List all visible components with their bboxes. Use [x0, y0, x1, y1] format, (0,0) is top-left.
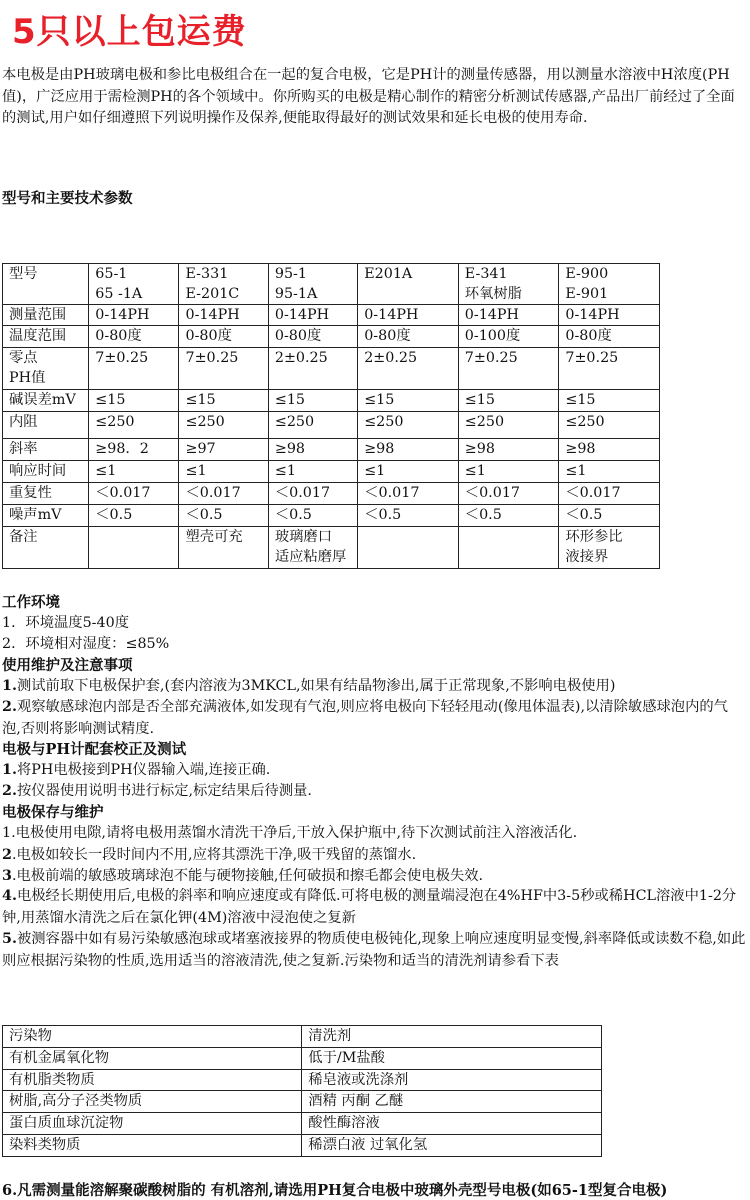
spec-cell: 0-14PH — [358, 305, 459, 326]
spec-cell: ≥98 — [458, 439, 559, 461]
maint-heading: 使用维护及注意事项 — [2, 657, 133, 674]
spec-cell: ＜0.017 — [89, 483, 179, 505]
spec-cell: 塑壳可充 — [179, 527, 268, 569]
spec-cell: ≤1 — [89, 461, 179, 483]
spec-cell: 0-14PH — [179, 305, 268, 326]
spec-row-label: 零点 PH值 — [3, 348, 89, 390]
spec-heading: 型号和主要技术参数 — [2, 190, 133, 207]
cleaning-row — [3, 1091, 602, 1113]
spec-cell: ≤250 — [179, 412, 268, 439]
spec-row — [3, 348, 660, 390]
spec-cell: E-900 E-901 — [559, 264, 660, 305]
env-heading: 工作环境 — [2, 594, 60, 611]
spec-cell: 7±0.25 — [89, 348, 179, 390]
spec-row — [3, 527, 660, 569]
spec-cell: 2±0.25 — [358, 348, 459, 390]
cleaning-row — [3, 1113, 602, 1135]
cleaning-header-row — [3, 1026, 602, 1048]
calib-item-1: 1.将PH电极接到PH仪器输入端,连接正确. — [2, 762, 271, 778]
spec-cell: 0-14PH — [559, 305, 660, 326]
spec-cell: ≤15 — [268, 390, 357, 412]
spec-cell: ＜0.017 — [179, 483, 268, 505]
spec-row-label: 碱误差mV — [3, 390, 89, 412]
storage-item-1: 1.电极使用电隙,请将电极用蒸馏水清洗干净后,干放入保护瓶中,待下次测试前注入溶液活化. — [2, 825, 578, 841]
spec-cell: 0-14PH — [268, 305, 357, 326]
spec-cell — [458, 527, 559, 569]
calib-heading: 电极与PH计配套校正及测试 — [2, 741, 187, 758]
cleaning-cell: 低于/M盐酸 — [302, 1047, 602, 1069]
spec-cell: ≥98 — [268, 439, 357, 461]
spec-cell: 65-1 65 -1A — [89, 264, 179, 305]
spec-row-label: 内阻 — [3, 412, 89, 439]
spec-cell: 环形参比 液接界 — [559, 527, 660, 569]
spec-cell: 0-14PH — [458, 305, 559, 326]
spec-cell: ＜0.5 — [179, 505, 268, 527]
spec-cell: 0-80度 — [89, 326, 179, 348]
spec-cell: ≤15 — [89, 390, 179, 412]
spec-cell: ≤15 — [458, 390, 559, 412]
cleaning-row — [3, 1134, 602, 1156]
spec-row — [3, 461, 660, 483]
spec-cell: ＜0.5 — [458, 505, 559, 527]
spec-row-label: 重复性 — [3, 483, 89, 505]
spec-cell: 7±0.25 — [559, 348, 660, 390]
cleaning-row — [3, 1047, 602, 1069]
spec-cell: ＜0.017 — [268, 483, 357, 505]
spec-row-label: 测量范围 — [3, 305, 89, 326]
spec-cell: ≤1 — [179, 461, 268, 483]
spec-cell: 0-80度 — [268, 326, 357, 348]
spec-cell: ＜0.017 — [458, 483, 559, 505]
spec-row-label: 响应时间 — [3, 461, 89, 483]
spec-row — [3, 412, 660, 439]
spec-cell: E201A — [358, 264, 459, 305]
storage-item-4: 4.电极经长期使用后,电极的斜率和响应速度或有降低.可将电极的测量端浸泡在4%HF中3-5秒或稀HCL溶液中1-2分钟,用蒸馏水清洗之后在氯化钾(4M)溶液中浸泡使之复新 — [2, 888, 737, 926]
spec-cell: ≤250 — [268, 412, 357, 439]
calib-item-2: 2.按仪器使用说明书进行标定,标定结果后待测量. — [2, 783, 312, 799]
storage-item-5: 5.被测容器中如有易污染敏感泡球或堵塞液接界的物质使电极钝化,现象上响应速度明显变慢,斜率降低或读数不稳,如此则应根据污染物的性质,选用适当的溶液清洗,使之复新.污染物和适当的清洗剂请参看下表 — [2, 931, 746, 969]
storage-item-2: 2.电极如较长一段时间内不用,应将其漂洗干净,吸干残留的蒸馏水. — [2, 847, 417, 863]
shipping-banner: 5只以上包运费 — [12, 12, 247, 52]
spec-cell: E-331 E-201C — [179, 264, 268, 305]
spec-cell: ≥98 — [358, 439, 459, 461]
spec-cell: ＜0.5 — [358, 505, 459, 527]
spec-row-label: 备注 — [3, 527, 89, 569]
spec-cell: 玻璃磨口 适应粘磨厚 — [268, 527, 357, 569]
env-item-1: 1．环境温度5-40度 — [2, 615, 129, 631]
cleaning-cell: 稀漂白液 过氧化氢 — [302, 1134, 602, 1156]
spec-cell: 7±0.25 — [179, 348, 268, 390]
spec-cell: ≤15 — [559, 390, 660, 412]
spec-cell — [89, 527, 179, 569]
spec-cell: ≤15 — [358, 390, 459, 412]
cleaning-cell: 酸性酶溶液 — [302, 1113, 602, 1135]
spec-table — [2, 263, 660, 569]
spec-cell: 95-1 95-1A — [268, 264, 357, 305]
spec-cell: ＜0.5 — [89, 505, 179, 527]
spec-cell: ≥98 — [559, 439, 660, 461]
cleaning-row — [3, 1069, 602, 1091]
spec-row — [3, 326, 660, 348]
cleaning-cell: 有机金属氧化物 — [3, 1047, 302, 1069]
spec-cell: 7±0.25 — [458, 348, 559, 390]
cleaning-cell: 蛋白质血球沉淀物 — [3, 1113, 302, 1135]
spec-cell: ≤15 — [179, 390, 268, 412]
cleaning-cell: 稀皂液或洗涤剂 — [302, 1069, 602, 1091]
spec-cell: 2±0.25 — [268, 348, 357, 390]
cleaning-cell: 酒精 丙酮 乙醚 — [302, 1091, 602, 1113]
env-item-2: 2．环境相对湿度：≤85% — [2, 636, 170, 652]
spec-row-label: 噪声mV — [3, 505, 89, 527]
cleaning-header-cell: 污染物 — [3, 1026, 302, 1048]
spec-row — [3, 483, 660, 505]
spec-row-label: 斜率 — [3, 439, 89, 461]
spec-cell — [358, 527, 459, 569]
cleaning-table — [2, 1025, 602, 1157]
spec-cell: 0-80度 — [559, 326, 660, 348]
spec-row — [3, 390, 660, 412]
spec-cell: 0-100度 — [458, 326, 559, 348]
spec-row — [3, 439, 660, 461]
spec-cell: ≤250 — [358, 412, 459, 439]
cleaning-cell: 染料类物质 — [3, 1134, 302, 1156]
spec-row-label: 温度范围 — [3, 326, 89, 348]
cleaning-header-cell: 清洗剂 — [302, 1026, 602, 1048]
spec-row — [3, 264, 660, 305]
storage-item-3: 3.电极前端的敏感玻璃球泡不能与硬物接触,任何破损和擦毛都会使电极失效. — [2, 868, 484, 884]
spec-row — [3, 505, 660, 527]
spec-cell: ＜0.5 — [268, 505, 357, 527]
spec-cell: ≤1 — [358, 461, 459, 483]
spec-cell: ＜0.5 — [559, 505, 660, 527]
spec-cell: 0-14PH — [89, 305, 179, 326]
maint-item-2: 2.观察敏感球泡内部是否全部充满液体,如发现有气泡,则应将电极向下轻轻甩动(像甩体温表),以清除敏感球泡内的气泡,否则将影响测试精度. — [2, 699, 728, 737]
spec-cell: ≤1 — [458, 461, 559, 483]
spec-cell: ≥98．2 — [89, 439, 179, 461]
spec-cell: ＜0.017 — [358, 483, 459, 505]
spec-cell: 0-80度 — [179, 326, 268, 348]
spec-row-label: 型号 — [3, 264, 89, 305]
spec-cell: ≤1 — [559, 461, 660, 483]
spec-cell: ＜0.017 — [559, 483, 660, 505]
spec-cell: ≤1 — [268, 461, 357, 483]
spec-cell: 0-80度 — [358, 326, 459, 348]
maint-item-1: 1.测试前取下电极保护套,(套内溶液为3MKCL,如果有结晶物渗出,属于正常现象,不影响电极使用) — [2, 678, 616, 694]
spec-cell: ≤250 — [559, 412, 660, 439]
storage-heading: 电极保存与维护 — [2, 804, 104, 821]
cleaning-cell: 树脂,高分子泾类物质 — [3, 1091, 302, 1113]
spec-cell: ≤250 — [89, 412, 179, 439]
intro-paragraph: 本电极是由PH玻璃电极和参比电极组合在一起的复合电极，它是PH计的测量传感器，用以测量水溶液中H浓度(PH值)，广泛应用于需检测PH的各个领域中。你所购买的电极是精心制作的精密分析测试传感器,产品出厂前经过了全面的测试,用户如仔细遵照下列说明操作及保养,便能取得最好的测试效果和延长电极的使用寿命. — [2, 67, 735, 126]
spec-cell: ≥97 — [179, 439, 268, 461]
spec-cell: E-341 环氧树脂 — [458, 264, 559, 305]
footer-note: 6.凡需测量能溶解聚碳酸树脂的 有机溶剂,请选用PH复合电极中玻璃外壳型号电极(如65-1型复合电极) — [2, 1182, 668, 1199]
spec-cell: ≤250 — [458, 412, 559, 439]
spec-row — [3, 305, 660, 326]
cleaning-cell: 有机脂类物质 — [3, 1069, 302, 1091]
